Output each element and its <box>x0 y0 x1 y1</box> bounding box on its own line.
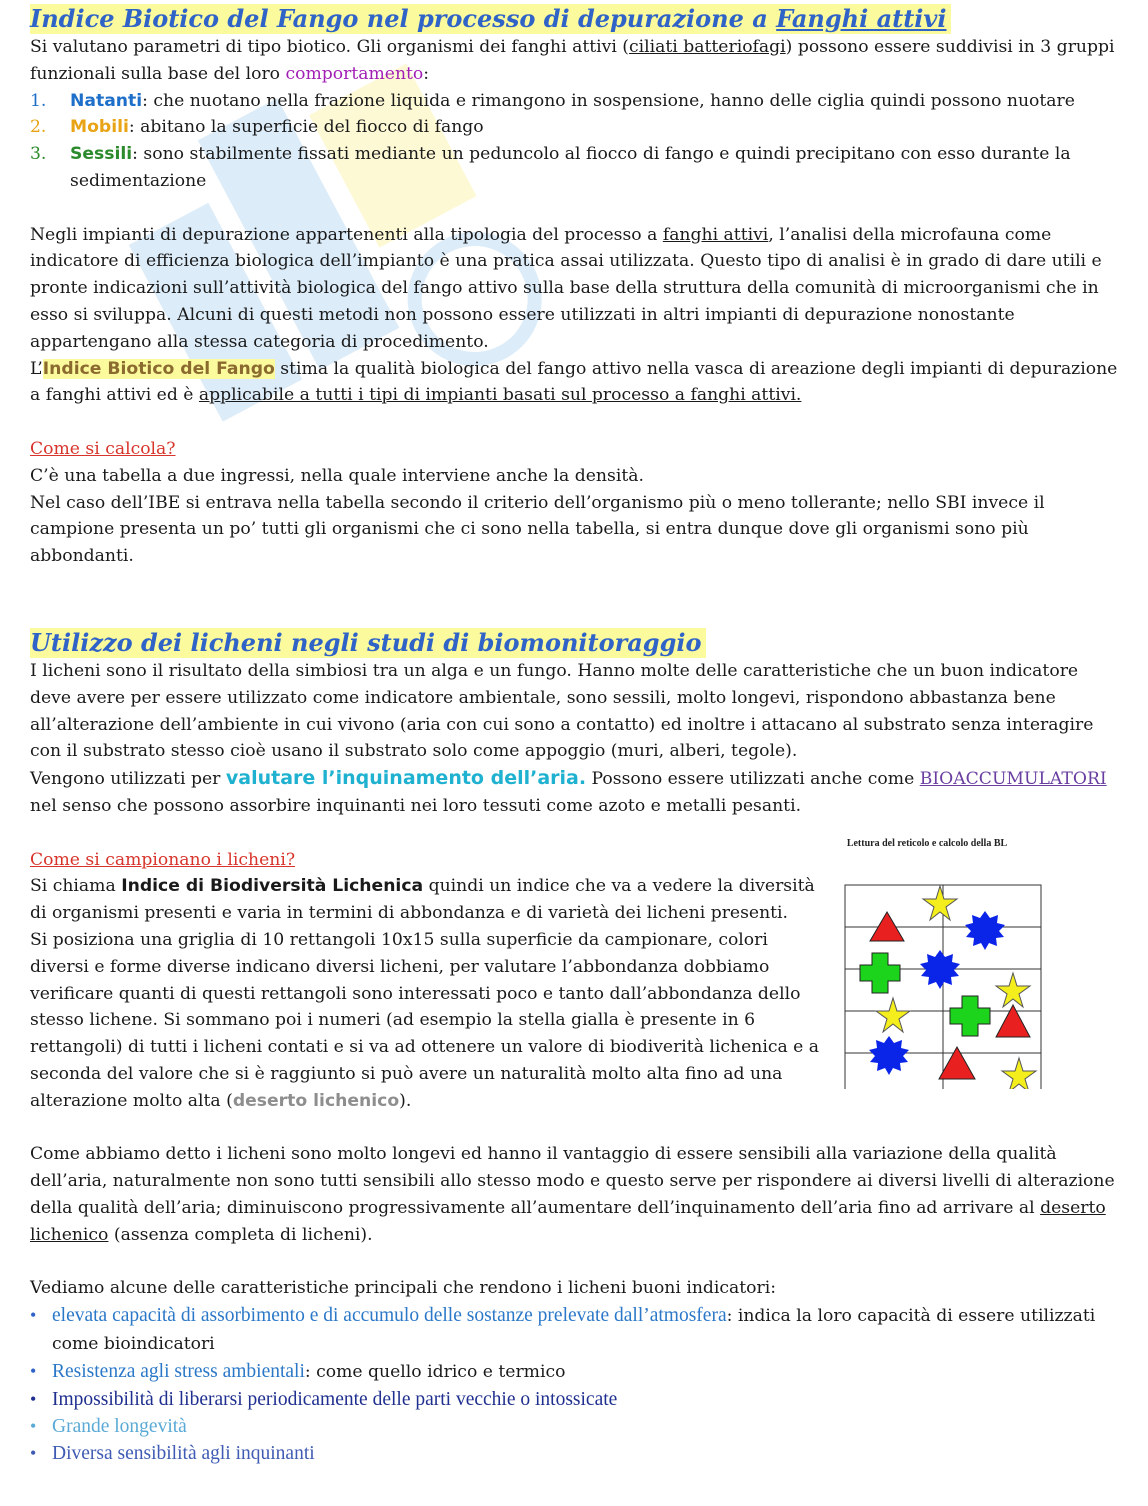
blue-burst-icon <box>869 1036 909 1075</box>
red-triangle-icon <box>996 1005 1030 1037</box>
yellow-star-icon <box>996 973 1030 1007</box>
section2-paragraph: Si posiziona una griglia di 10 rettangoli 10x15 sulla superficie da campionare, colori diversi e forme diverse indicano diversi licheni, per valutare l’abbondanza dobbiamo verificare quanti di questi rettangoli sono interessati poco e tanto dall’abbondanza dello stesso lichene. Si sommano poi i numeri (ad esempio la stella gialla è presente in 6 rettangoli) di tutti i licheni contati e si va ad ottenere un valore di biodiverità lichenica e a seconda del valore che si è raggiunto si può avere un naturalità molto alta fino ad una alterazione molto alta (deserto lichenico). <box>30 929 820 1111</box>
lichen-sampling-text <box>30 847 820 1115</box>
list-item: 1. Natanti: che nuotano nella frazione liquida e rimangono in sospensione, hanno delle ciglia quindi possono nuotare <box>30 90 1075 111</box>
list-item: • elevata capacità di assorbimento e di accumulo delle sostanze prelevate dall’atmosfera: indica la loro capacità di essere utilizzati come bioindicatori <box>30 1305 1096 1355</box>
list-item: 3. Sessili: sono stabilmente fissati mediante un peduncolo al fiocco di fango e quindi precipitano con esso durante la sedimentazione <box>30 144 1071 191</box>
yellow-star-icon <box>1002 1058 1036 1089</box>
lichen-grid-figure <box>815 838 1045 1098</box>
list-item: • Impossibilità di liberarsi periodicamente delle parti vecchie o intossicate <box>30 1389 618 1411</box>
groups-list <box>30 88 1120 195</box>
green-cross-icon <box>950 996 990 1036</box>
figure-caption: Lettura del reticolo e calcolo della BL <box>846 838 1008 849</box>
section1-paragraph: L’Indice Biotico del Fango stima la qualità biologica del fango attivo nella vasca di areazione degli impianti di depurazione a fanghi attivi ed è applicabile a tutti i tipi di impianti basati sul processo a fanghi attivi. <box>30 358 1118 406</box>
section2-paragraph: I licheni sono il risultato della simbiosi tra un alga e un fungo. Hanno molte delle caratteristiche che un buon indicatore deve avere per essere utilizzato come indicatore ambientale, sono sessili, molto longevi, rispondono abbastanza bene all’alterazione dell’ambiente in cui vivono (aria con cui sono a contatto) ed inoltre i attacano al substrato senza interagire con il substrato stesso cioè usano il substrato solo come appoggio (muri, alberi, tegole). <box>30 660 1094 762</box>
list-item: • Diversa sensibilità agli inquinanti <box>30 1443 315 1465</box>
blue-burst-icon <box>920 950 960 989</box>
section1-paragraph: C’è una tabella a due ingressi, nella quale interviene anche la densità. <box>30 465 644 486</box>
list-item: • Resistenza agli stress ambientali: come quello idrico e termico <box>30 1361 566 1383</box>
section2-paragraph: Vengono utilizzati per valutare l’inquinamento dell’aria. Possono essere utilizzati anche come BIOACCUMULATORI nel senso che possono assorbire inquinanti nei loro tessuti come azoto e metalli pesanti. <box>30 767 1107 816</box>
section2-paragraph: Come abbiamo detto i licheni sono molto longevi ed hanno il vantaggio di essere sensibili alla variazione della qualità dell’aria, naturalmente non sono tutti sensibili allo stesso modo e questo serve per rispondere ai diversi livelli di alterazione della qualità dell’aria; diminuiscono progressivamente all’aumentare dell’inquinamento dell’aria fino ad arrivare al deserto lichenico (assenza completa di licheni). <box>30 1144 1115 1245</box>
question-heading: Come si campionano i licheni? <box>30 849 296 870</box>
section2-paragraph: Si chiama Indice di Biodiversità Lichenica quindi un indice che va a vedere la diversità di organismi presenti e varia in termini di abbondanza e di varietà dei licheni presenti. <box>30 876 815 924</box>
section1-paragraph: Negli impianti di depurazione appartenenti alla tipologia del processo a fanghi attivi, l’analisi della microfauna come indicatore di efficienza biologica dell’impianto è una pratica assai utilizzata. Questo tipo di analisi è in grado di dare utili e pronte indicazioni sull’attività biologica del fango attivo sulla base della struttura della comunità di microorganismi che in esso si sviluppa. Alcuni di questi metodi non possono essere utilizzati in altri impianti di depurazione nonostante appartengano alla stessa categoria di procedimento. <box>30 224 1102 352</box>
section1-intro: Si valutano parametri di tipo biotico. Gli organismi dei fanghi attivi (ciliati batteriofagi) possono essere suddivisi in 3 gruppi funzionali sulla base del loro comportamento: <box>30 37 1115 84</box>
section1-title: Indice Biotico del Fango nel processo di depurazione a Fanghi attivi <box>30 4 951 34</box>
yellow-star-icon <box>876 998 910 1032</box>
section2-paragraph: Vediamo alcune delle caratteristiche principali che rendono i licheni buoni indicatori: <box>30 1278 777 1299</box>
yellow-star-icon <box>923 886 957 920</box>
section1-paragraph: Nel caso dell’IBE si entrava nella tabella secondo il criterio dell’organismo più o meno tollerante; nello SBI invece il campione presenta un po’ tutti gli organismi che ci sono nella tabella, si entra dunque dove gli organismi sono più abbondanti. <box>30 492 1045 567</box>
list-item: • Grande longevità <box>30 1416 187 1438</box>
green-cross-icon <box>860 953 900 993</box>
features-list <box>30 1302 1120 1467</box>
section2-title: Utilizzo dei licheni negli studi di biomonitoraggio <box>30 628 706 658</box>
lichen-grid-diagram <box>815 849 1045 1089</box>
question-heading: Come si calcola? <box>30 438 176 459</box>
list-item: 2. Mobili: abitano la superficie del fiocco di fango <box>30 117 484 138</box>
red-triangle-icon <box>939 1047 975 1079</box>
blue-burst-icon <box>965 911 1005 950</box>
document-page <box>30 0 1120 1467</box>
